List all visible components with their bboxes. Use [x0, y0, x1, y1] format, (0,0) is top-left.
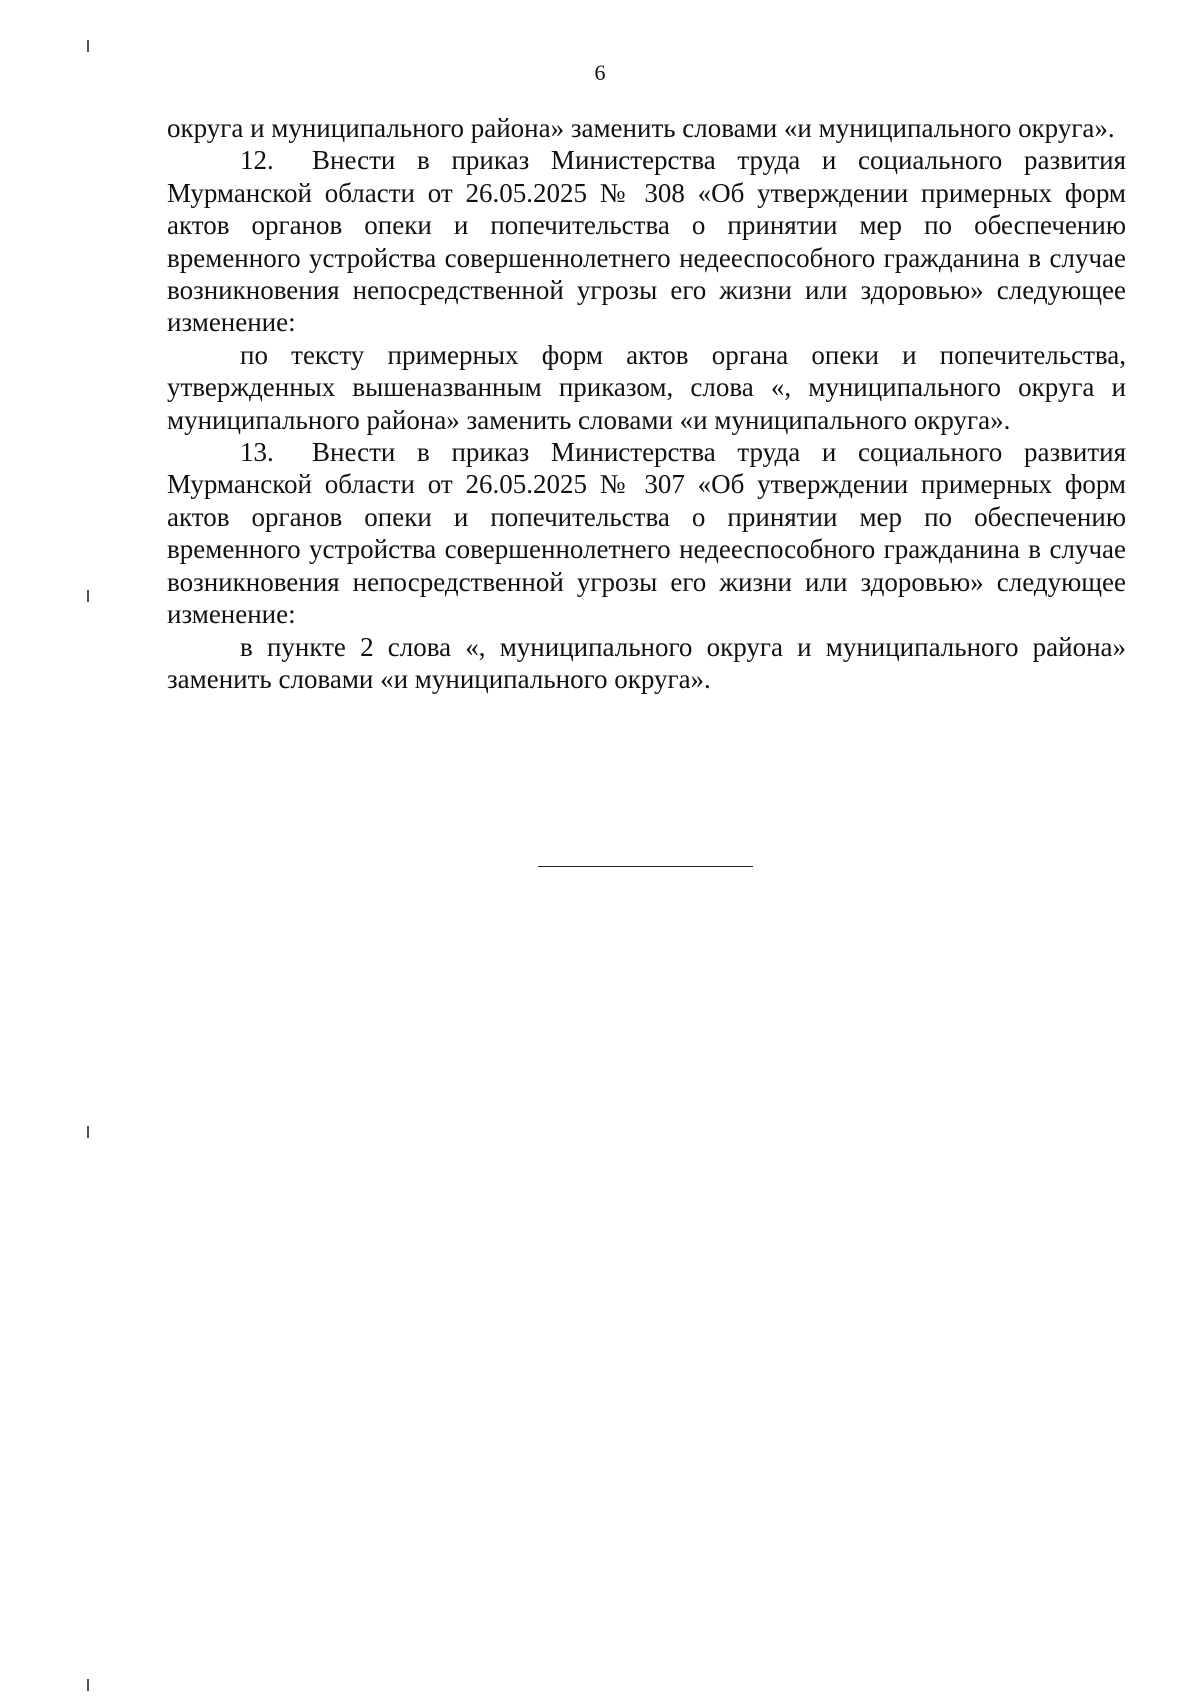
item-text: Внести в приказ Министерства труда и социального развития Мурманской области от 26.05.2025 № 307 «Об утверждении примерных форм актов органов опеки и попечительства о принятии мер по обеспечению временного устройства совершеннолетнего недееспособного гражданина в случае возникновения непосредственной угрозы его жизни или здоровью» следующее изменение:: [167, 437, 1126, 630]
item-number: 12.: [240, 145, 274, 176]
binding-mark: [87, 1679, 89, 1691]
list-item-12: [167, 144, 1126, 338]
end-of-document-line: [538, 866, 753, 867]
paragraph-detail-13: в пункте 2 слова «, муниципального округа и муниципального района» заменить словами «и муниципального округа».: [167, 631, 1126, 694]
paragraph-detail-12: по тексту примерных форм актов органа опеки и попечительства, утвержденных вышеназванным приказом, слова «, муниципального округа и муниципального района» заменить словами «и муниципального округа».: [167, 339, 1126, 435]
document-body: [167, 112, 1126, 695]
binding-mark: [87, 1126, 89, 1138]
binding-mark: [87, 590, 89, 602]
item-number: 13.: [240, 437, 274, 468]
list-item-13: [167, 436, 1126, 630]
page-number: 6: [594, 60, 606, 85]
binding-mark: [87, 40, 89, 52]
item-text: Внести в приказ Министерства труда и социального развития Мурманской области от 26.05.2025 № 308 «Об утверждении примерных форм актов органов опеки и попечительства о принятии мер по обеспечению временного устройства совершеннолетнего недееспособного гражданина в случае возникновения непосредственной угрозы его жизни или здоровью» следующее изменение:: [167, 145, 1126, 338]
paragraph-continuation: округа и муниципального района» заменить словами «и муниципального округа».: [167, 113, 1115, 143]
